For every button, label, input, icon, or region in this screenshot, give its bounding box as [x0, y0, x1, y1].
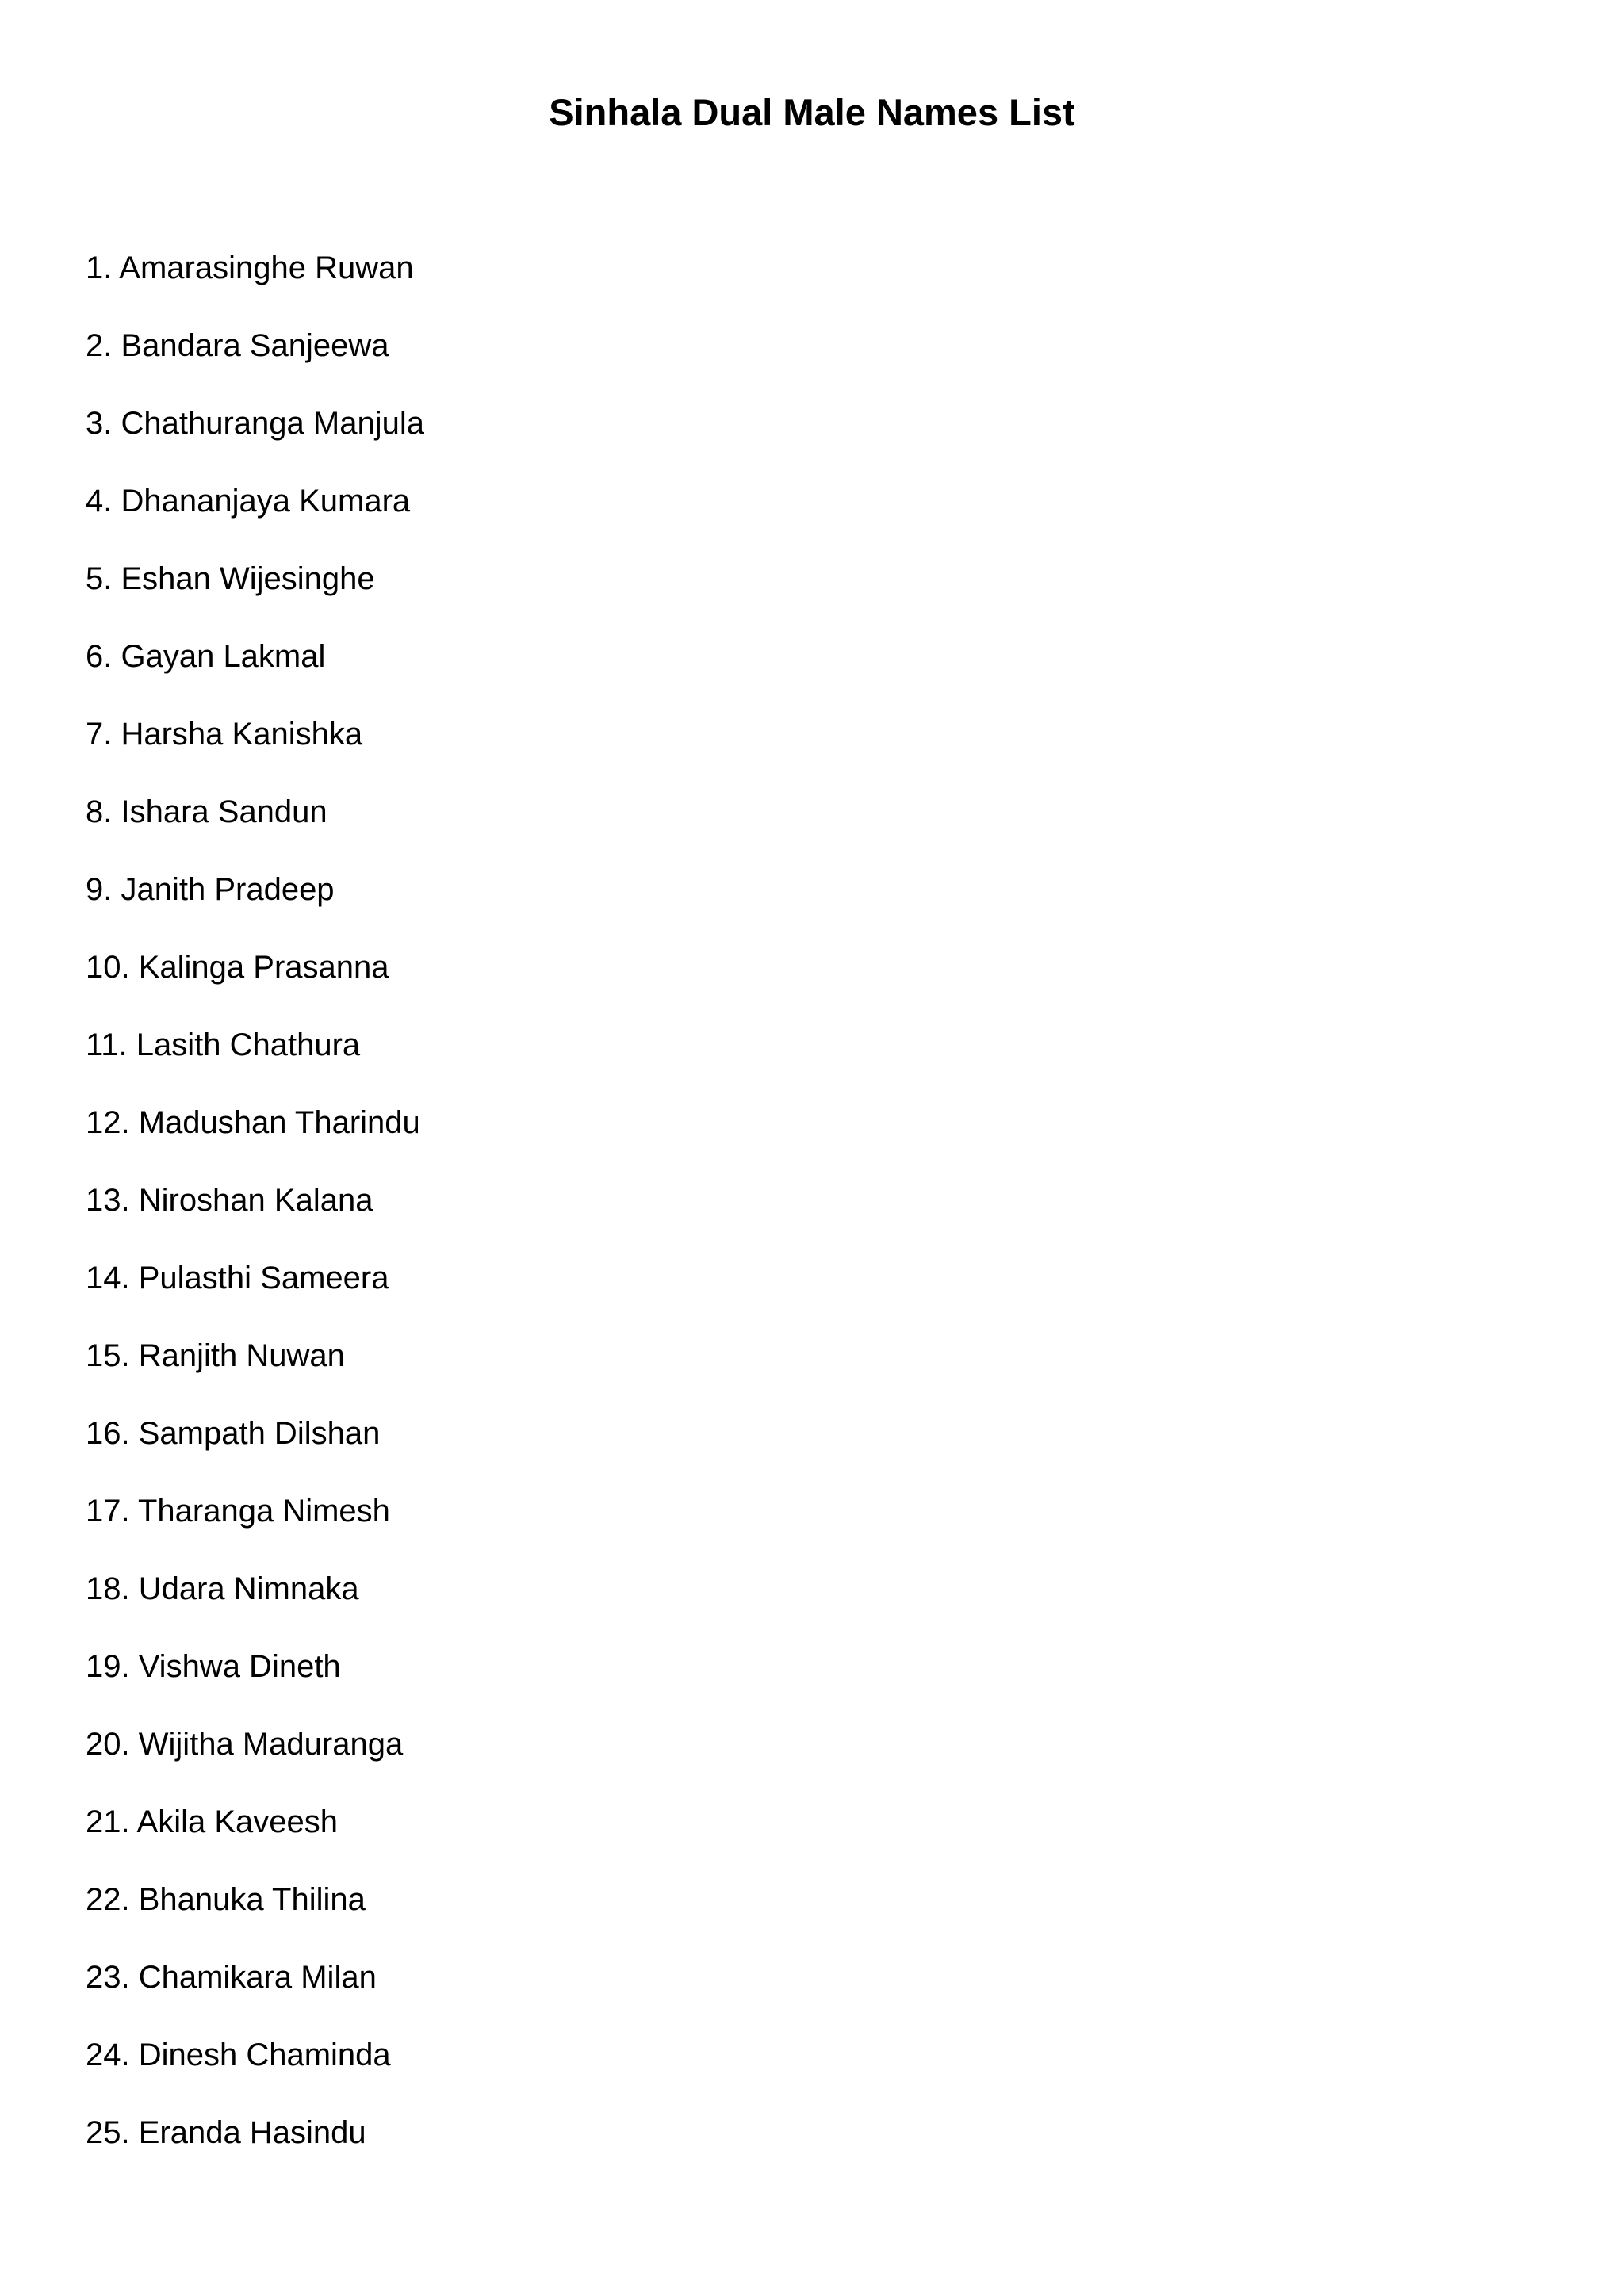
list-item: 18. Udara Nimnaka [86, 1571, 359, 1606]
list-item: 8. Ishara Sandun [86, 794, 327, 829]
list-item: 23. Chamikara Milan [86, 1960, 377, 1995]
list-item: 25. Eranda Hasindu [86, 2115, 366, 2150]
list-item: 16. Sampath Dilshan [86, 1416, 381, 1451]
list-item: 2. Bandara Sanjeewa [86, 328, 389, 363]
list-item: 19. Vishwa Dineth [86, 1649, 341, 1684]
list-item: 9. Janith Pradeep [86, 872, 335, 907]
list-item: 13. Niroshan Kalana [86, 1183, 373, 1218]
list-item: 10. Kalinga Prasanna [86, 950, 389, 985]
list-item: 4. Dhananjaya Kumara [86, 484, 411, 519]
list-item: 6. Gayan Lakmal [86, 639, 326, 674]
names-list [86, 248, 424, 2191]
list-item: 24. Dinesh Chaminda [86, 2038, 391, 2072]
list-item: 21. Akila Kaveesh [86, 1804, 338, 1839]
list-item: 22. Bhanuka Thilina [86, 1882, 366, 1917]
list-item: 3. Chathuranga Manjula [86, 406, 424, 441]
list-item: 1. Amarasinghe Ruwan [86, 251, 414, 285]
list-item: 15. Ranjith Nuwan [86, 1338, 345, 1373]
list-item: 17. Tharanga Nimesh [86, 1494, 390, 1529]
list-item: 11. Lasith Chathura [86, 1027, 361, 1062]
list-item: 5. Eshan Wijesinghe [86, 561, 375, 596]
list-item: 14. Pulasthi Sameera [86, 1261, 389, 1295]
list-item: 20. Wijitha Maduranga [86, 1727, 404, 1762]
list-item: 7. Harsha Kanishka [86, 717, 363, 752]
list-item: 12. Madushan Tharindu [86, 1105, 420, 1140]
page-title: Sinhala Dual Male Names List [549, 91, 1075, 133]
